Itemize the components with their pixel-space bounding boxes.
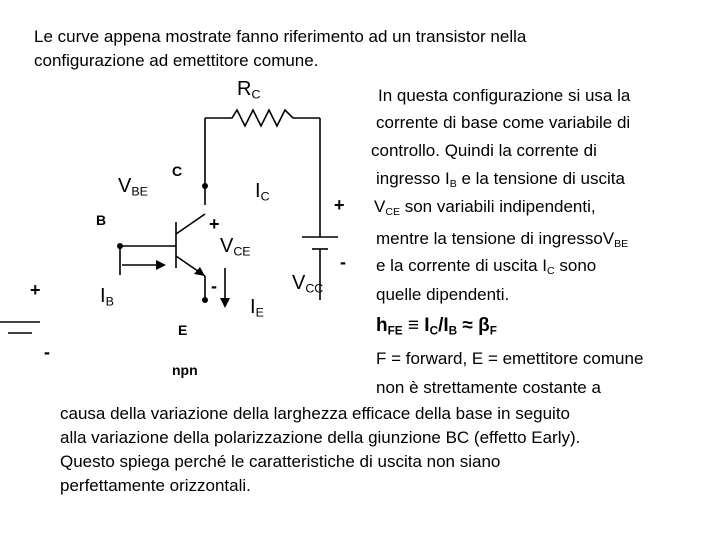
right-line-6: mentre la tensione di ingressoV$_{BE}$ bbox=[376, 229, 629, 251]
vcc-label: $V_{CC}$ bbox=[292, 272, 324, 296]
intro-line-1: Le curve appena mostrate fanno riferimento ad un transistor nella bbox=[34, 27, 527, 46]
right-line-2: corrente di base come variabile di bbox=[376, 113, 631, 132]
bottom-line-6: perfettamente orizzontali. bbox=[60, 476, 251, 495]
vce-plus-sign: + bbox=[209, 214, 220, 234]
vcc-plus-sign: + bbox=[334, 195, 345, 215]
vce-label: $V_{CE}$ bbox=[220, 235, 251, 259]
bottom-line-2: non è strettamente costante a bbox=[376, 378, 601, 397]
right-line-3: controllo. Quindi la corrente di bbox=[371, 141, 597, 160]
vce-minus-sign: - bbox=[211, 276, 217, 296]
right-line-5: $V_{CE}$ son variabili indipendenti, bbox=[374, 197, 596, 219]
vbb-minus-sign: - bbox=[44, 342, 50, 362]
node-emitter bbox=[202, 297, 208, 303]
ic-label: $I_C$ bbox=[255, 180, 270, 204]
ib-arrowhead bbox=[156, 260, 166, 270]
right-line-4: ingresso $I_B$ e la tensione di uscita bbox=[376, 169, 625, 191]
node-collector bbox=[202, 183, 208, 189]
right-line-8: quelle dipendenti. bbox=[376, 285, 510, 304]
base-b-label: B bbox=[96, 212, 107, 228]
rc-label: $R_C$ bbox=[237, 78, 261, 102]
right-line-7: e la corrente di uscita $I_C$ sono bbox=[376, 256, 597, 278]
npn-label: npn bbox=[172, 362, 198, 378]
node-base bbox=[117, 243, 123, 249]
resistor-rc bbox=[205, 110, 320, 126]
right-line-1: In questa configurazione si usa la bbox=[378, 86, 631, 105]
bottom-line-3: causa della variazione della larghezza efficace della base in seguito bbox=[60, 404, 571, 423]
bottom-line-5: Questo spiega perché le caratteristiche di uscita non siano bbox=[60, 452, 501, 471]
vbb-plus-sign: + bbox=[30, 280, 41, 300]
intro-line-2: configurazione ad emettitore comune. bbox=[34, 51, 319, 70]
collector-c-label: C bbox=[172, 163, 183, 179]
ie-arrowhead bbox=[220, 298, 230, 308]
emitter-arrowhead bbox=[194, 267, 205, 276]
hfe-formula: $h_{FE} \equiv I_C/I_B \approx \beta_F$ bbox=[376, 315, 497, 338]
bottom-line-4: alla variazione della polarizzazione della giunzione BC (effetto Early). bbox=[60, 428, 581, 447]
ib-label: $I_B$ bbox=[100, 285, 114, 309]
emitter-e-label: E bbox=[178, 322, 188, 338]
bottom-line-1: F = forward, E = emettitore comune bbox=[376, 349, 644, 368]
vbe-label: $V_{BE}$ bbox=[118, 175, 148, 199]
transistor-collector-leg bbox=[176, 214, 205, 234]
vcc-minus-sign: - bbox=[340, 252, 346, 272]
ie-label: $I_E$ bbox=[250, 296, 264, 320]
